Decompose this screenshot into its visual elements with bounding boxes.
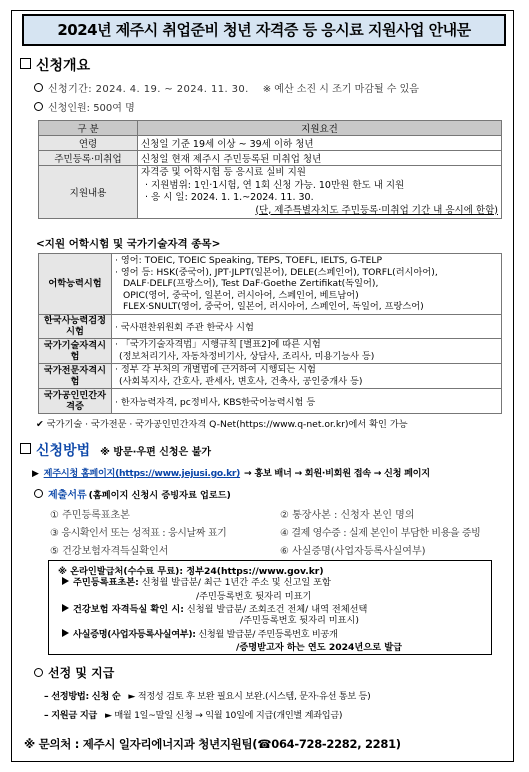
exam-line: (사회복지사, 간호사, 관세사, 변호사, 건축사, 공인중개사 등) xyxy=(119,375,363,387)
table-row-label: 연령 xyxy=(39,136,138,151)
exam-line: · 영어: TOEIC, TOEIC Speaking, TEPS, TOEFL, IELTS, G-TELP xyxy=(115,255,383,266)
box-item-business: 사실증명(사업자등록사실여부): 신청월 발급분/ 주민등록번호 비공개 xyxy=(62,626,338,640)
exam-table xyxy=(38,253,502,414)
table-header: 지원요건 xyxy=(138,121,502,136)
qnet-note: ✔ 국가기술 · 국가전문 · 국가공인민간자격 Q-Net(https://www.q-net.or.kr)에서 확인 가능 xyxy=(36,419,408,430)
contact-info: ※ 문의처 : 제주시 일자리에너지과 청년지원팀(☎064-728-2282, 2281) xyxy=(24,737,401,751)
circle-bullet-icon xyxy=(34,102,43,111)
doc-item: ① 주민등록표초본 xyxy=(50,510,130,521)
doc-item: ③ 응시확인서 또는 성적표 : 응시날짜 표기 xyxy=(50,528,227,539)
support-line: · 지원범위: 1인·1시험, 연 1회 신청 가능. 10만원 한도 내 지원 xyxy=(145,179,405,191)
table-row-label: 국가전문자격시험 xyxy=(39,363,112,388)
doc-item: ② 통장사본 : 신청자 본인 명의 xyxy=(280,510,415,521)
square-bullet-icon xyxy=(20,58,31,69)
table-cell xyxy=(112,338,502,363)
table-cell: · 한자능력자격, pc정비사, KBS한국어능력시험 등 xyxy=(112,388,502,413)
table-cell xyxy=(112,254,502,315)
table-row-label: 한국사능력검정시험 xyxy=(39,314,112,338)
table-cell xyxy=(112,363,502,388)
selection-method: – 선정방법: 신청 순 ► 적정성 검토 후 보완 필요시 보완.(시스템, 문자·유선 통보 등) xyxy=(44,691,371,702)
gov24-notice: ※ 온라인발급처(수수료 무료): 정부24(https://www.gov.kr) xyxy=(58,566,324,577)
requirements-table xyxy=(38,120,502,219)
exam-line: FLEX·SNULT(영어, 중국어, 일본어, 러시아어, 스페인어, 독일어, 프랑스어) xyxy=(123,301,424,313)
jejusi-link[interactable]: 제주시청 홈페이지(https://www.jejusi.go.kr) xyxy=(43,468,241,479)
circle-bullet-icon xyxy=(34,489,43,498)
square-bullet-icon xyxy=(20,443,31,454)
support-line: · 응 시 일: 2024. 1. 1.~2024. 11. 30. xyxy=(145,192,314,203)
table-cell: · 국사편찬위원회 주관 한국사 시험 xyxy=(112,314,502,338)
table-row-label: 국가기술자격시험 xyxy=(39,338,112,363)
online-apply: ▶ 제주시청 홈페이지(https://www.jejusi.go.kr) → 홍보 배너 → 회원·비회원 접속 → 신청 페이지 xyxy=(32,468,430,479)
exam-line: · 영어 등: HSK(중국어), JPT·JLPT(일본어), DELE(스페인어), TORFL(러시아어), xyxy=(115,266,438,278)
table-row-label: 지원내용 xyxy=(39,166,138,219)
table-header: 구 분 xyxy=(39,121,138,136)
doc-item: ⑤ 건강보험자격득실확인서 xyxy=(50,546,169,557)
docs-heading: 제출서류 (홈페이지 신청시 증빙자료 업로드) xyxy=(34,486,231,501)
exam-line: · 정부 각 부처의 개별법에 근거하여 시행되는 시험 xyxy=(115,364,316,376)
page-title: 2024년 제주시 취업준비 청년 자격증 등 응시료 지원사업 안내문 xyxy=(22,14,506,46)
circle-bullet-icon xyxy=(34,83,43,92)
table-row-label: 어학능력시험 xyxy=(39,254,112,315)
triangle-bullet-icon xyxy=(62,604,69,612)
table-row-label: 국가공인민간자격증 xyxy=(39,388,112,413)
exam-line: · 「국가기술자격법」시행규칙 [별표2]에 따른 시험 xyxy=(115,339,321,351)
support-line: 자격증 및 어학시험 등 응시료 실비 지원 xyxy=(141,167,306,178)
support-line: (단, 제주특별자치도 주민등록·미취업 기간 내 응시에 한함) xyxy=(255,204,498,216)
box-item-line: /주민등록번호 뒷자리 미표기 xyxy=(196,591,312,602)
exam-line: (정보처리기사, 자동차정비기사, 상담사, 조리사, 미용기능사 등) xyxy=(119,350,375,362)
box-item-resident: 주민등록표초본: 신청월 발급분/ 최근 1년간 주소 및 신고일 포함 xyxy=(62,577,331,588)
overview-period: 신청기간: 2024. 4. 19. ~ 2024. 11. 30. ※ 예산 소진 시 조기 마감될 수 있음 xyxy=(34,80,419,95)
doc-item: ⑥ 사실증명(사업자등록사실여부) xyxy=(280,546,426,557)
table-cell: 신청일 현재 제주시 주민등록된 미취업 청년 xyxy=(138,151,502,166)
exam-line: OPIC(영어, 중국어, 일본어, 러시아어, 스페인어, 베트남어) xyxy=(123,289,359,301)
overview-heading: 신청개요 xyxy=(20,55,90,75)
circle-bullet-icon xyxy=(34,668,43,677)
doc-item: ④ 결제 영수증 : 실제 본인이 부담한 비용을 증빙 xyxy=(280,528,481,539)
exam-heading: <지원 어학시험 및 국가기술자격 종목> xyxy=(36,238,221,250)
table-cell: 신청일 기준 19세 이상 ~ 39세 이하 청년 xyxy=(138,136,502,151)
payment-info: – 지원금 지급 ► 매월 1일~말일 신청 → 익월 10일에 지급(개인별 계좌입금) xyxy=(44,710,343,721)
box-item-health: 건강보험 자격득실 확인 시: 신청월 발급분/ 조회조건 전체/ 내역 전체선택 xyxy=(62,601,367,615)
table-cell xyxy=(138,166,502,219)
exam-line: DALF·DELF(프랑스어), Test DaF·Goethe Zertifikat(독일어), xyxy=(123,278,379,290)
triangle-bullet-icon: ▶ xyxy=(32,469,39,479)
overview-people: 신청인원: 500여 명 xyxy=(34,99,135,114)
box-item-line: /주민등록번호 뒷자리 미표시) xyxy=(240,615,360,626)
triangle-bullet-icon xyxy=(62,629,69,637)
box-item-line: /증명받고자 하는 연도 2024년으로 발급 xyxy=(236,642,402,653)
selection-heading: 선정 및 지급 xyxy=(34,664,114,681)
method-heading: 신청방법 ※ 방문·우편 신청은 불가 xyxy=(20,440,211,460)
table-row-label: 주민등록·미취업 xyxy=(39,151,138,166)
check-icon: ✔ xyxy=(36,419,44,430)
triangle-bullet-icon xyxy=(62,577,69,585)
